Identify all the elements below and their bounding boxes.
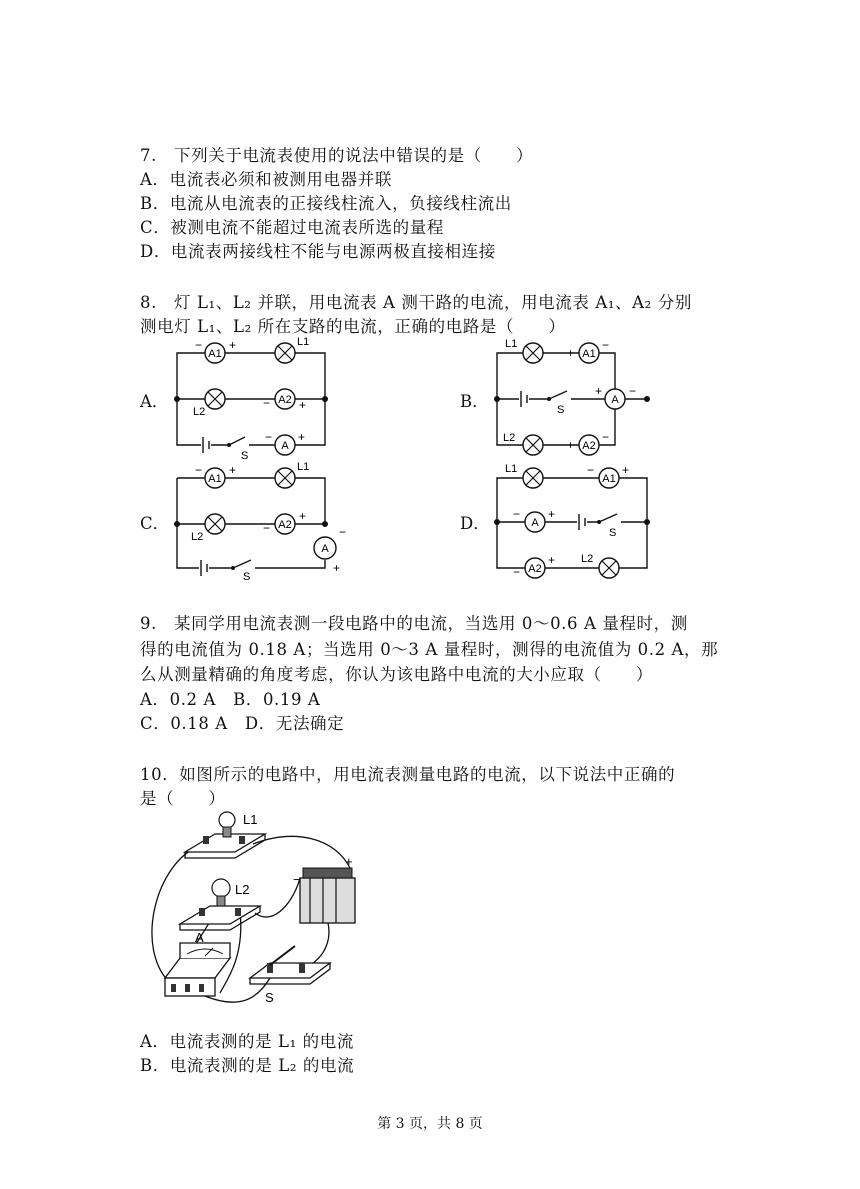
- ammeter-a2: [513, 553, 555, 579]
- svg-text:S: S: [265, 990, 274, 1005]
- svg-text:+: +: [229, 463, 237, 477]
- lamp-l2-board: [180, 879, 260, 930]
- svg-text:L1: L1: [505, 338, 518, 350]
- svg-text:−: −: [265, 430, 273, 444]
- lamp-l1: [275, 461, 309, 488]
- circuit-d: [485, 458, 655, 583]
- svg-text:L2: L2: [193, 406, 206, 418]
- ammeter: [165, 930, 230, 996]
- svg-text:L2: L2: [581, 553, 594, 565]
- svg-text:−: −: [513, 507, 521, 521]
- circuit-b: [485, 335, 655, 465]
- svg-text:L1: L1: [297, 461, 310, 473]
- lamp-l1: [505, 338, 543, 363]
- battery: [199, 560, 209, 576]
- battery: [201, 437, 211, 453]
- ammeter-a2: [567, 430, 609, 455]
- q9-line2: 得的电流值为 0.18 A；当选用 0～3 A 量程时，测得的电流值为 0.2 A，那: [140, 640, 719, 659]
- q8-stem-line2: 测电灯 L₁、L₂ 所在支路的电流，正确的电路是（ ）: [140, 317, 566, 336]
- svg-text:L1: L1: [505, 463, 518, 475]
- switch-s: [547, 391, 571, 416]
- battery: [519, 391, 529, 407]
- q8-option-c-label: C．: [140, 514, 170, 533]
- svg-text:−: −: [195, 338, 203, 352]
- svg-text:A1: A1: [208, 473, 222, 485]
- svg-text:+: +: [567, 438, 575, 452]
- svg-text:−: −: [602, 430, 610, 444]
- q10-line1: 10．如图所示的电路中，用电流表测量电路的电流，以下说法中正确的: [140, 765, 676, 784]
- svg-text:A1: A1: [582, 348, 596, 360]
- q9-line3: 么从测量精确的角度考虑，你认为该电路中电流的大小应取（ ）: [140, 665, 653, 684]
- svg-text:−: −: [339, 525, 347, 539]
- q8-option-b-label: B．: [460, 392, 489, 411]
- ammeter-a1: [587, 463, 629, 488]
- circuit-c: [165, 458, 355, 583]
- ammeter-a1: [195, 463, 236, 488]
- svg-text:A1: A1: [208, 348, 222, 360]
- circuit-a: [165, 335, 345, 465]
- svg-text:A: A: [321, 543, 329, 555]
- svg-text:L2: L2: [503, 432, 516, 444]
- q10-option-b: B．电流表测的是 L₂ 的电流: [140, 1056, 355, 1075]
- svg-text:+: +: [299, 509, 307, 523]
- switch-s: [597, 514, 621, 539]
- svg-text:L1: L1: [243, 812, 258, 827]
- svg-text:−: −: [587, 463, 595, 477]
- switch-s: [231, 560, 255, 583]
- svg-text:+: +: [345, 854, 353, 869]
- svg-text:−: −: [513, 565, 521, 579]
- battery-box: [293, 854, 355, 923]
- svg-text:−: −: [195, 463, 203, 477]
- switch: [250, 946, 330, 1005]
- q7-option-b: B．电流从电流表的正接线柱流入，负接线柱流出: [140, 194, 512, 213]
- q10-line2: 是（ ）: [140, 789, 226, 808]
- page-footer: 第 3 页，共 8 页: [377, 1116, 483, 1132]
- lamp-l2: [581, 553, 619, 578]
- svg-text:L1: L1: [297, 336, 310, 348]
- svg-text:A2: A2: [582, 440, 596, 452]
- lamp-l1-board: [185, 812, 265, 858]
- ammeter-a: [513, 507, 555, 532]
- q8-stem-line1: 8. 灯 L₁、L₂ 并联，用电流表 A 测干路的电流，用电流表 A₁、A₂ 分别: [140, 293, 692, 312]
- ammeter-a1: [567, 338, 609, 363]
- svg-text:+: +: [567, 346, 575, 360]
- q9-options-cd: C．0.18 A D．无法确定: [140, 714, 345, 733]
- svg-text:−: −: [263, 521, 271, 535]
- svg-text:A: A: [611, 394, 619, 406]
- svg-text:−: −: [293, 872, 301, 887]
- svg-text:A: A: [195, 930, 204, 945]
- svg-text:A: A: [281, 440, 289, 452]
- q9-options-ab: A．0.2 A B．0.19 A: [140, 690, 321, 709]
- ammeter-a: [265, 430, 305, 455]
- svg-text:S: S: [241, 450, 249, 462]
- q10-figure: [135, 808, 385, 1023]
- lamp-l2: [503, 432, 543, 455]
- svg-text:+: +: [299, 398, 307, 412]
- q7-option-c: C．被测电流不能超过电流表所选的量程: [140, 218, 444, 237]
- svg-text:−: −: [263, 396, 271, 410]
- q8-option-a-label: A．: [140, 392, 169, 411]
- battery: [577, 514, 587, 530]
- svg-text:−: −: [629, 384, 637, 398]
- ammeter-a2: [263, 389, 306, 412]
- ammeter-a2: [263, 509, 306, 535]
- q8-option-d-label: D．: [460, 514, 490, 533]
- svg-text:A2: A2: [528, 563, 542, 575]
- svg-text:S: S: [243, 571, 251, 583]
- svg-text:+: +: [298, 430, 306, 444]
- svg-text:+: +: [622, 463, 630, 477]
- q7-stem: 7. 下列关于电流表使用的说法中错误的是（ ）: [140, 146, 534, 165]
- lamp-l2: [191, 514, 225, 543]
- svg-text:A: A: [531, 517, 539, 529]
- q9-line1: 9. 某同学用电流表测一段电路中的电流，当选用 0～0.6 A 量程时，测: [140, 614, 688, 633]
- svg-text:+: +: [548, 507, 556, 521]
- q10-option-a: A．电流表测的是 L₁ 的电流: [140, 1032, 354, 1051]
- svg-text:+: +: [595, 384, 603, 398]
- svg-text:A1: A1: [602, 473, 616, 485]
- lamp-l2: [193, 389, 225, 418]
- lamp-l1: [275, 336, 309, 363]
- svg-text:S: S: [609, 527, 617, 539]
- svg-text:L2: L2: [235, 882, 250, 897]
- svg-text:S: S: [557, 404, 565, 416]
- q7-option-a: A．电流表必须和被测用电器并联: [140, 170, 392, 189]
- svg-text:A2: A2: [278, 519, 292, 531]
- svg-text:+: +: [333, 561, 341, 575]
- ammeter-a1: [195, 338, 236, 363]
- lamp-l1: [505, 463, 543, 488]
- svg-text:L2: L2: [191, 531, 204, 543]
- q7-option-d: D．电流表两接线柱不能与电源两极直接相连接: [140, 242, 496, 261]
- svg-text:+: +: [229, 338, 237, 352]
- svg-text:A2: A2: [278, 394, 292, 406]
- svg-text:+: +: [548, 553, 556, 567]
- svg-text:−: −: [602, 338, 610, 352]
